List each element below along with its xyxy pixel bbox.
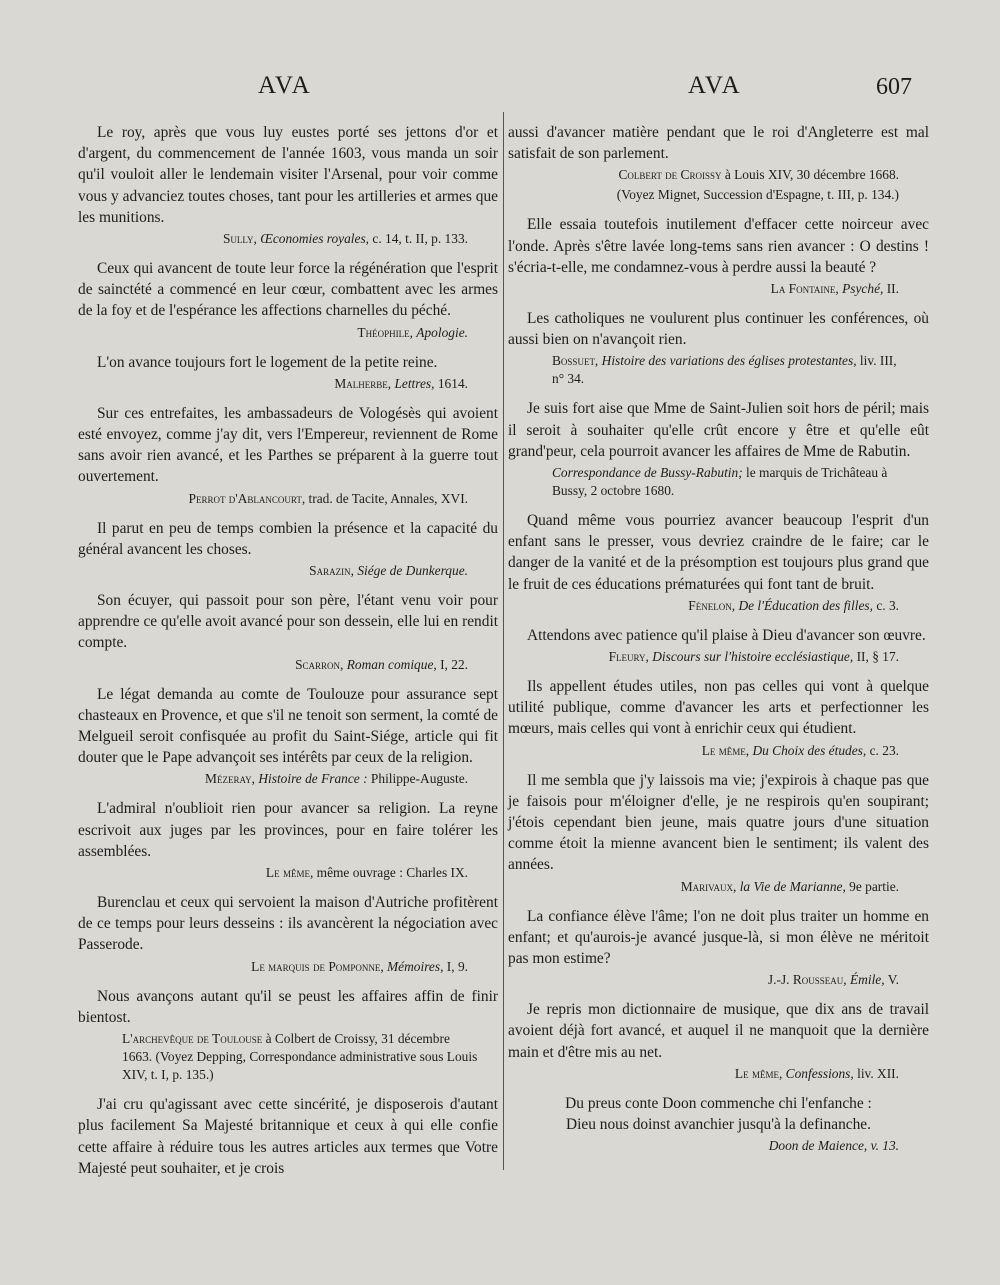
quotation-entry	[508, 308, 929, 388]
verse-line: Du preus conte Doon commenche chi l'enfanche :	[565, 1094, 872, 1112]
quotation-text: Le légat demanda au comte de Toulouze pour assurance sept chasteaux en Provence, et que s'il ne tenoit son serment, la comté de Melgueil seroit confisquée au profit du Saint-Siége, article qui fit douter que le Pape advançoit ses intérêts par ceux de la religion.	[78, 685, 498, 767]
citation	[508, 1065, 929, 1083]
quotation-entry	[78, 986, 498, 1084]
quotation-entry	[78, 518, 498, 580]
citation	[508, 352, 929, 388]
left-column	[78, 122, 498, 1189]
citation	[508, 280, 929, 298]
citation-work: Émile,	[850, 972, 885, 988]
citation	[508, 597, 929, 615]
quotation-entry	[78, 1094, 498, 1179]
citation	[78, 324, 498, 342]
citation-rest: le marquis de Trichâteau à Bussy, 2 octobre 1680.	[552, 465, 888, 499]
citation-work: De l'Éducation des filles,	[738, 597, 873, 613]
quotation-text: L'admiral n'oublioit rien pour avancer sa religion. La reyne escrivoit aux juges par les provinces, pour en faire tolérer les assemblées.	[78, 800, 498, 860]
citation-work: Du Choix des études,	[752, 742, 867, 758]
citation-name: Malherbe,	[334, 375, 392, 391]
citation-name: Fénelon,	[688, 597, 736, 613]
citation-rest: c. 3.	[876, 597, 899, 613]
quotation-text: Les catholiques ne voulurent plus continuer les conférences, où aussi bien on n'avançoit rien.	[508, 310, 929, 349]
quotation-entry	[78, 258, 498, 342]
citation-work: Confessions,	[785, 1065, 854, 1081]
citation-rest: II.	[886, 281, 899, 297]
quotation-text: Je repris mon dictionnaire de musique, que dix ans de travail avoient déjà fort avancé, et auquel il ne manquoit que la dernière main et d'être mis au net.	[508, 1001, 929, 1061]
quotation-text: Nous avançons autant qu'il se peust les affaires affin de finir bientost.	[78, 987, 498, 1026]
quotation-text: Il me sembla que j'y laissois ma vie; j'expirois à chaque pas que je faisois pour m'éloigner d'elle, je ne respirois qu'en soupirant; j'étois cependant bien jeune, mais quatre jours d'une situation comme étoit la mienne avancent bien le sentiment; ils valent des années.	[508, 771, 929, 874]
citation-name: Perrot d'Ablancourt,	[188, 490, 306, 506]
quotation-text: Le roy, après que vous luy eustes porté ses jettons d'or et d'argent, du commencement de l'année 1603, vous manda un soir qu'il vouloit aller le lendemain visiter l'Arsenal, pour voir comme vous y advanciez toutes choses, tant pour les artilleries et armes que les munitions.	[78, 124, 498, 226]
quotation-entry	[78, 403, 498, 508]
citation-name: Marivaux,	[680, 878, 737, 894]
citation	[78, 958, 498, 976]
citation-rest: 1614.	[437, 375, 468, 391]
citation-work: Psyché,	[842, 281, 884, 297]
citation-name: Bossuet,	[552, 353, 599, 369]
citation	[78, 1030, 498, 1084]
citation-rest: liv. III, n° 34.	[552, 353, 897, 387]
citation-name: Sully,	[222, 231, 257, 247]
quotation-text: aussi d'avancer matière pendant que le roi d'Angleterre est mal satisfait de son parlement.	[508, 124, 929, 163]
citation	[508, 878, 929, 896]
quotation-entry	[508, 770, 929, 896]
citation-rest: II, § 17.	[856, 649, 899, 665]
citation	[508, 464, 929, 500]
citation-work: Roman comique,	[346, 656, 437, 672]
citation-rest: même ouvrage : Charles IX.	[316, 865, 468, 881]
citation-name: L'archevêque de Toulouse	[122, 1031, 263, 1047]
citation-rest: I, 22.	[440, 656, 468, 672]
quotation-text: Burenclau et ceux qui servoient la maison d'Autriche profitèrent de ce temps pour leurs desseins : ils avancèrent la négociation avec Passerode.	[78, 894, 498, 954]
citation-extra: (Voyez Mignet, Succession d'Espagne, t. III, p. 134.)	[616, 187, 899, 203]
quotation-text: Il parut en peu de temps combien la présence et la capacité du général avancent les choses.	[78, 519, 498, 558]
citation-name: La Fontaine,	[770, 281, 839, 297]
citation-rest: V.	[887, 972, 899, 988]
quotation-entry	[508, 122, 929, 204]
citation-name: Colbert de Croissy	[618, 167, 722, 183]
right-column	[508, 122, 929, 1165]
citation	[78, 230, 498, 248]
running-head-left: AVA	[258, 72, 312, 99]
citation	[78, 864, 498, 882]
citation-name: Scarron,	[295, 656, 344, 672]
quotation-text: J'ai cru qu'agissant avec cette sincérité, je disposerois d'autant plus facilement Sa Majesté britannique et ceux à qui elle confie cette affaire à réduire tous les autres articles aux termes que Votre Majesté peut souhaiter, et je crois	[78, 1096, 498, 1177]
citation-rest: 9e partie.	[849, 878, 899, 894]
citation-rest: c. 14, t. II, p. 133.	[372, 231, 468, 247]
quotation-entry	[508, 625, 929, 666]
quotation-entry	[78, 352, 498, 393]
citation-work: Histoire des variations des églises protestantes,	[601, 353, 857, 369]
quotation-text: Quand même vous pourriez avancer beaucoup l'esprit d'un enfant sans le presser, vous devriez craindre de le faire; car le danger de la vanité et de la présomption est toujours plus grand que le fruit de ces éducations prématurées qui font tant de bruit.	[508, 512, 929, 593]
quotation-entry	[78, 122, 498, 248]
citation	[78, 375, 498, 393]
citation-rest: à Louis XIV, 30 décembre 1668.	[724, 167, 899, 183]
citation-work: Œconomies royales,	[260, 231, 370, 247]
citation-work: Discours sur l'histoire ecclésiastique,	[652, 649, 854, 665]
citation-name: Mézeray,	[205, 771, 255, 787]
citation-rest: c. 23.	[869, 742, 899, 758]
verse-quotation	[508, 1093, 929, 1155]
verse-line: Dieu nous doinst avanchier jusqu'à la definanche.	[566, 1116, 871, 1134]
quotation-text: Son écuyer, qui passoit pour son père, l'étant venu voir pour apprendre ce qu'elle avoit avancé pour son dessein, elle lui en rendit compte.	[78, 592, 498, 652]
quotation-entry	[78, 590, 498, 674]
citation-name: Fleury,	[608, 649, 649, 665]
citation	[508, 971, 929, 989]
citation-work: Correspondance de Bussy-Rabutin;	[552, 465, 743, 481]
citation-rest: trad. de Tacite, Annales, XVI.	[308, 490, 468, 506]
quotation-entry	[78, 892, 498, 976]
citation	[508, 648, 929, 666]
citation-work: Mémoires,	[387, 958, 444, 974]
quotation-text: Ceux qui avancent de toute leur force la régénération que l'esprit de sainctété a commencé en leur cœur, combattent avec les armes de la foy et de l'espérance les affections charnelles du péché.	[78, 260, 498, 320]
quotation-text: Elle essaia toutefois inutilement d'effacer cette noirceur avec l'onde. Après s'être lavée long-tems sans rien avancer : O destins ! s'écria-t-elle, me condamnez-vous à perdre aussi la beauté ?	[508, 216, 929, 276]
citation	[508, 166, 929, 184]
citation-work: Siége de Dunkerque.	[357, 563, 468, 579]
quotation-entry	[508, 214, 929, 298]
citation-rest: I, 9.	[446, 958, 468, 974]
citation-work: Apologie.	[416, 324, 468, 340]
citation	[508, 742, 929, 760]
quotation-entry	[508, 510, 929, 615]
quotation-entry	[508, 676, 929, 760]
citation	[78, 656, 498, 674]
citation	[78, 770, 498, 788]
citation-name: Le même,	[734, 1065, 783, 1081]
citation-name: J.-J. Rousseau,	[767, 972, 847, 988]
quotation-entry	[78, 798, 498, 882]
quotation-entry	[508, 999, 929, 1083]
citation-name: Le marquis de Pomponne,	[251, 958, 384, 974]
quotation-entry	[508, 398, 929, 500]
citation-rest: à Colbert de Croissy, 31 décembre 1663. (Voyez Depping, Correspondance administrative sous Louis XIV, t. I, p. 135.)	[122, 1031, 478, 1083]
citation-work: Histoire de France :	[258, 771, 368, 787]
quotation-text: L'on avance toujours fort le logement de la petite reine.	[97, 353, 438, 371]
quotation-text: La confiance élève l'âme; l'on ne doit plus traiter un homme en enfant; et qu'aurois-je avancé jusque-là, si mon élève ne méritoit pas mon estime?	[508, 907, 929, 968]
page-number: 607	[876, 74, 912, 100]
citation-work: Lettres,	[394, 375, 435, 391]
citation-rest: liv. XII.	[857, 1065, 899, 1081]
verse-source: Doon de Maience, v. 13.	[768, 1138, 899, 1154]
quotation-text: Sur ces entrefaites, les ambassadeurs de Vologésès qui avoient esté envoyez, comme j'ay dit, vers l'Empereur, reviennent de Rome sans avoir rien avancé, et les Parthes se préparent à la guerre tout ouvertement.	[78, 404, 498, 486]
quotation-entry	[78, 684, 498, 789]
citation	[78, 562, 498, 580]
citation-work: la Vie de Marianne,	[739, 878, 846, 894]
citation-rest: Philippe-Auguste.	[370, 771, 468, 787]
column-divider	[503, 112, 504, 1170]
citation	[78, 490, 498, 508]
running-head-right: AVA	[688, 72, 742, 99]
quotation-text: Ils appellent études utiles, non pas celles qui vont à quelque utilité publique, comme d'avancer les arts et perfectionner les mœurs, mais celles qui vont à enrichir ceux qui étudient.	[508, 678, 929, 738]
quotation-text: Attendons avec patience qu'il plaise à Dieu d'avancer son œuvre.	[527, 626, 926, 644]
quotation-text: Je suis fort aise que Mme de Saint-Julien soit hors de péril; mais il seroit à souhaiter qu'elle crût encore y être et qu'elle eût grand'peur, cela pourroit avancer les affaires de Mme de Rabutin.	[508, 400, 929, 460]
citation-name: Théophile,	[357, 324, 413, 340]
citation-name: Sarazin,	[309, 563, 354, 579]
citation-name: Le même,	[701, 742, 750, 758]
quotation-entry	[508, 906, 929, 990]
citation-name: Le même,	[265, 865, 314, 881]
